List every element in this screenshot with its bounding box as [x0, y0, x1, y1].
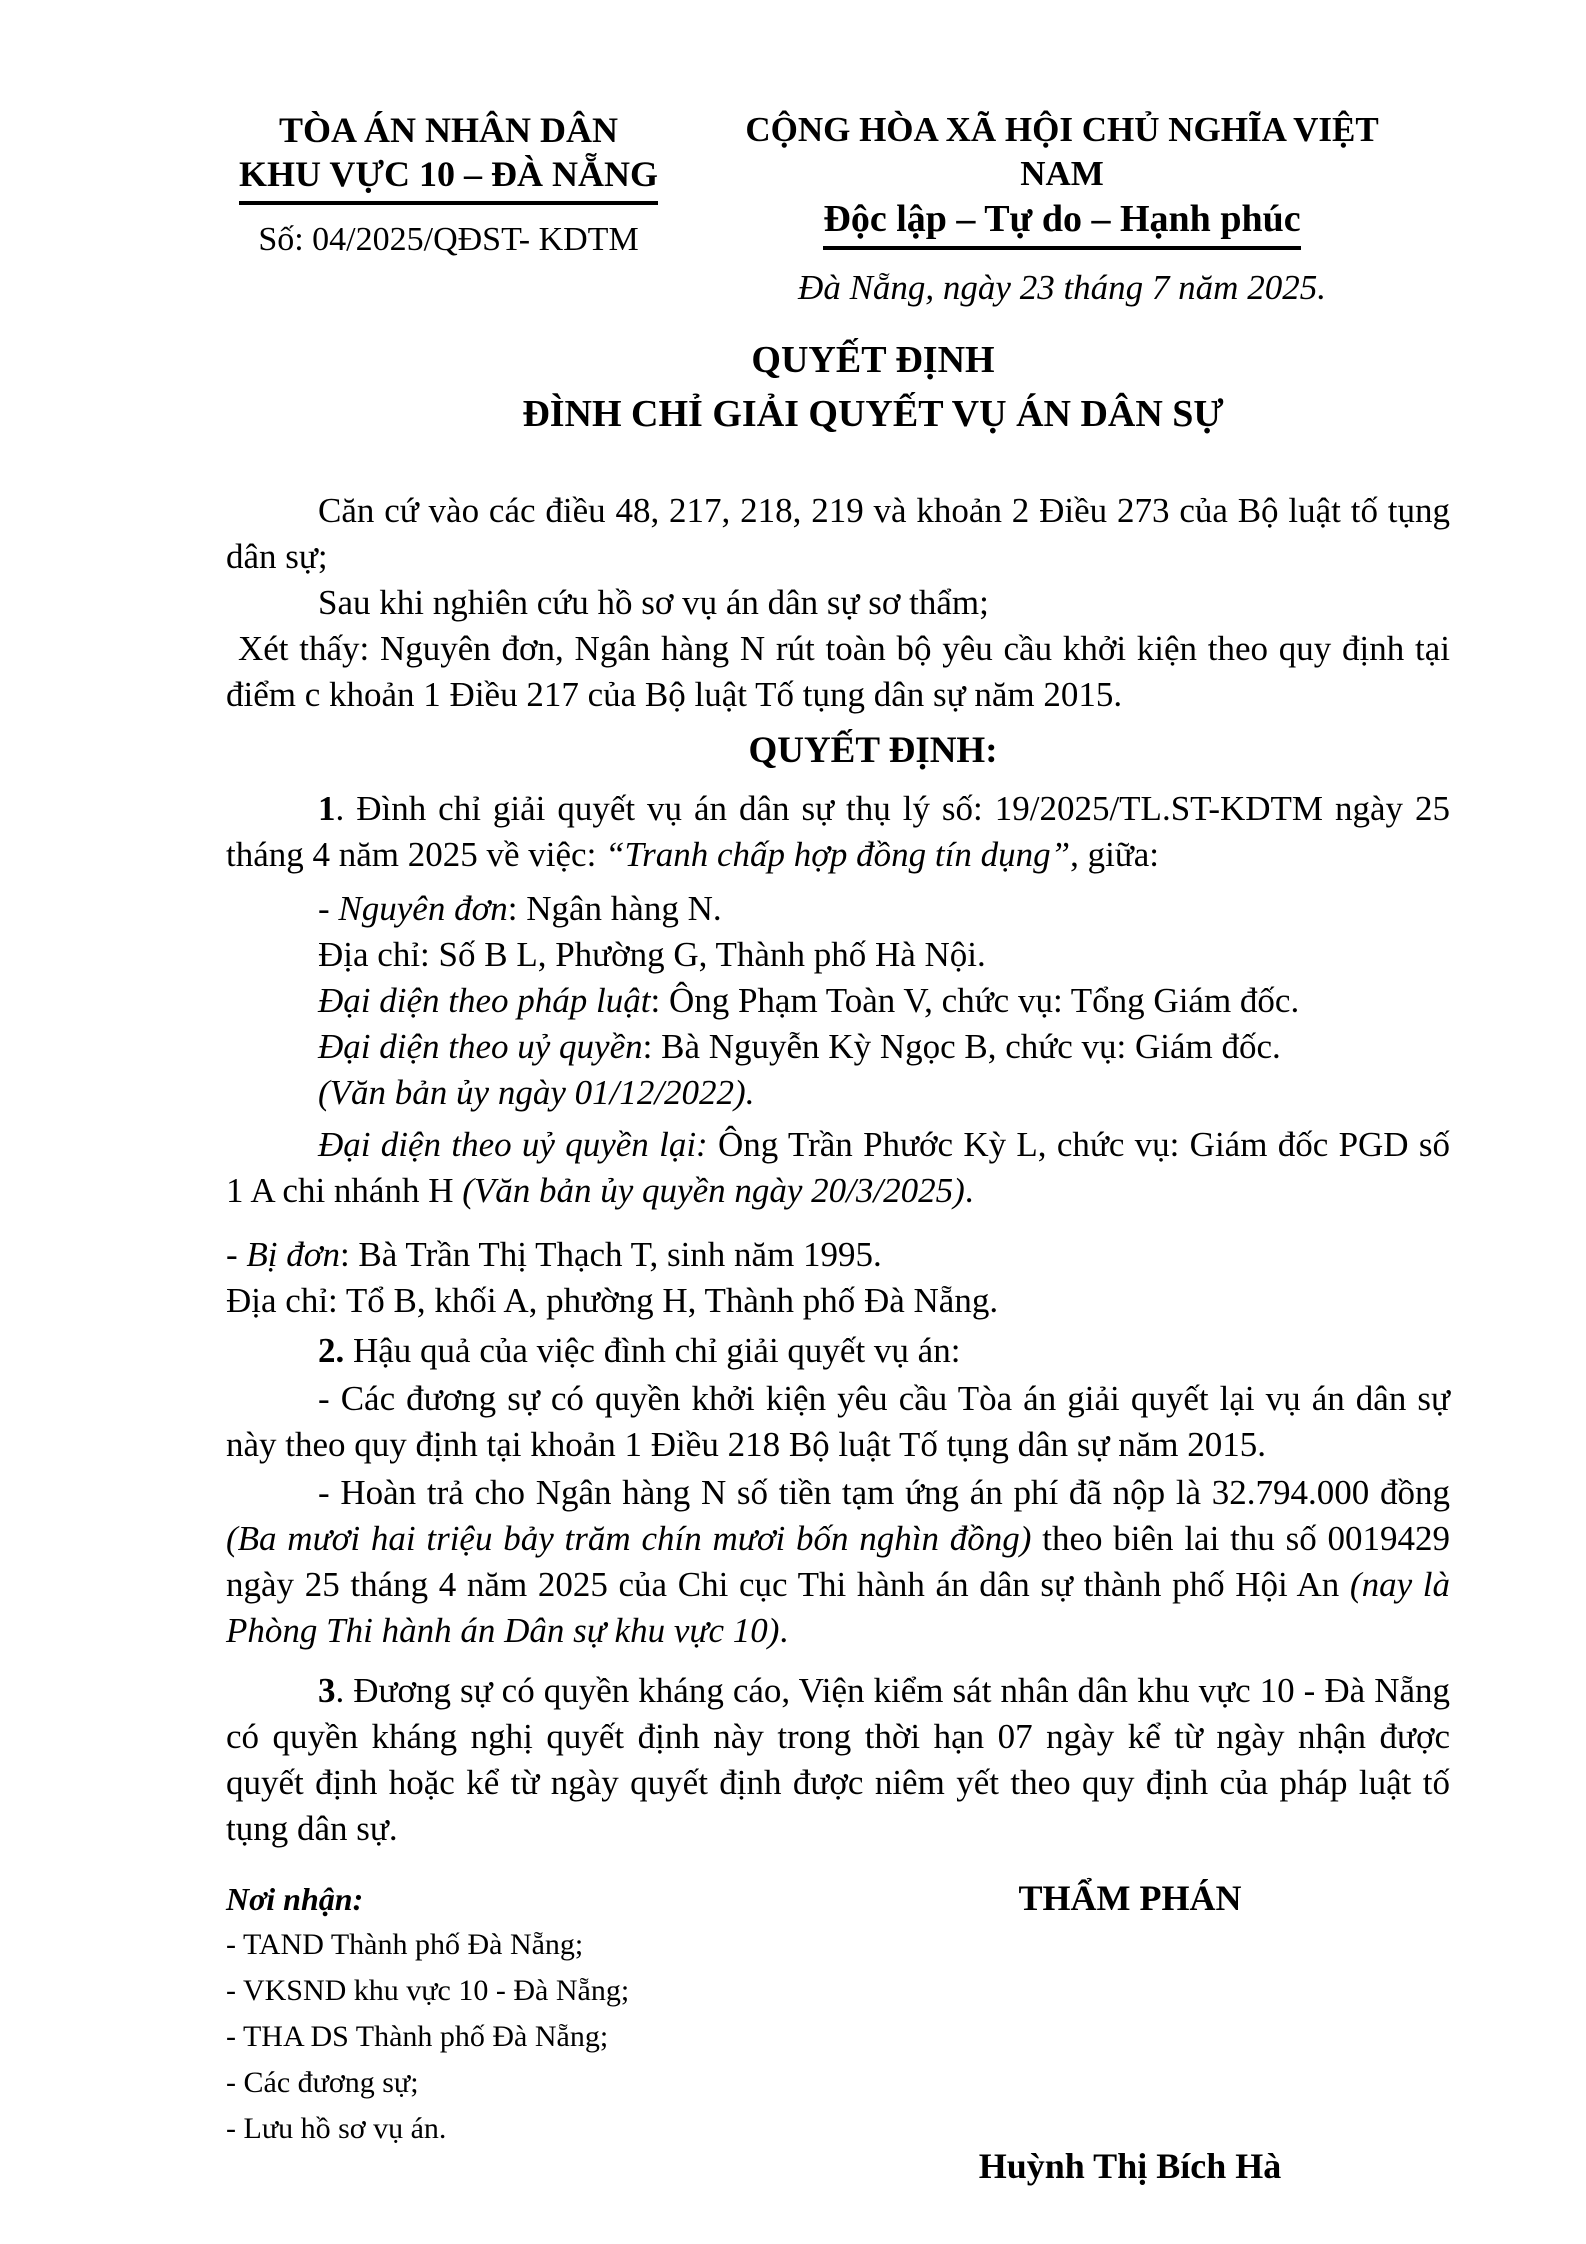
defendant-block	[226, 1232, 1450, 1324]
paragraph-decision-2-heading: 2. Hậu quả của việc đình chỉ giải quyết vụ án:	[318, 1331, 961, 1370]
paragraph-fee-refund: - Hoàn trả cho Ngân hàng N số tiền tạm ứng án phí đã nộp là 32.794.000 đồng (Ba mươi hai triệu bảy trăm chín mươi bốn nghìn đồng) theo biên lai thu số 0019429 ngày 25 tháng 4 năm 2025 của Chi cục Thi hành án dân sự thành phố Hội An (nay là Phòng Thi hành án Dân sự khu vực 10).	[226, 1473, 1450, 1650]
recipient-item: - Các đương sự;	[226, 2066, 419, 2099]
legal-representative-line: Đại diện theo pháp luật: Ông Phạm Toàn V, chức vụ: Tổng Giám đốc.	[318, 981, 1300, 1020]
signature-block	[850, 1876, 1410, 2188]
paragraph-after-review: Sau khi nghiên cứu hồ sơ vụ án dân sự sơ thẩm;	[318, 583, 989, 622]
document-footer	[226, 1876, 1450, 2188]
title-line2: ĐÌNH CHỈ GIẢI QUYẾT VỤ ÁN DÂN SỰ	[522, 393, 1224, 435]
plaintiff-line: - Nguyên đơn: Ngân hàng N.	[318, 889, 722, 928]
plaintiff-address-line: Địa chỉ: Số B L, Phường G, Thành phố Hà Nội.	[318, 935, 986, 974]
document-number: Số: 04/2025/QĐST- KDTM	[258, 221, 639, 258]
sub-authorized-representative-paragraph: Đại diện theo uỷ quyền lại: Ông Trần Phước Kỳ L, chức vụ: Giám đốc PGD số 1 A chi nhánh H (Văn bản ủy quyền ngày 20/3/2025).	[226, 1125, 1450, 1210]
document-title	[261, 337, 1485, 437]
recipient-item: - THA DS Thành phố Đà Nẵng;	[226, 2020, 609, 2053]
paragraph-right-to-refile: - Các đương sự có quyền khởi kiện yêu cầu Tòa án giải quyết lại vụ án dân sự này theo quy định tại khoản 1 Điều 218 Bộ luật Tố tụng dân sự năm 2015.	[226, 1379, 1450, 1464]
national-motto-block	[722, 108, 1402, 310]
authorization-document-line: (Văn bản ủy ngày 01/12/2022).	[318, 1073, 755, 1112]
recipient-item: - Lưu hồ sơ vụ án.	[226, 2112, 447, 2145]
recipients-list	[226, 1922, 850, 2152]
recipient-item: - VKSND khu vực 10 - Đà Nẵng;	[226, 1974, 630, 2007]
paragraph-legal-basis: Căn cứ vào các điều 48, 217, 218, 219 và khoản 2 Điều 273 của Bộ luật tố tụng dân sự;	[226, 491, 1450, 576]
plaintiff-block	[318, 886, 1450, 1116]
document-header	[226, 108, 1450, 310]
national-title: CỘNG HÒA XÃ HỘI CHỦ NGHĨA VIỆT NAM	[745, 110, 1379, 193]
recipients-block	[226, 1876, 850, 2188]
authorized-representative-line: Đại diện theo uỷ quyền: Bà Nguyễn Kỳ Ngọc B, chức vụ: Giám đốc.	[318, 1027, 1281, 1066]
court-name-line2: KHU VỰC 10 – ĐÀ NẴNG	[239, 152, 658, 205]
judge-name: Huỳnh Thị Bích Hà	[978, 2146, 1282, 2186]
case-subject-italic: “Tranh chấp hợp đồng tín dụng”	[605, 835, 1071, 874]
national-motto: Độc lập – Tự do – Hạnh phúc	[823, 196, 1300, 250]
title-line1: QUYẾT ĐỊNH	[751, 339, 995, 381]
paragraph-decision-3-appeal: 3. Đương sự có quyền kháng cáo, Viện kiểm sát nhân dân khu vực 10 - Đà Nẵng có quyền kháng nghị quyết định này trong thời hạn 07 ngày kể từ ngày nhận được quyết định hoặc kể từ ngày quyết định được niêm yết theo quy định của pháp luật tố tụng dân sự.	[226, 1671, 1450, 1848]
recipients-label: Nơi nhận:	[226, 1881, 364, 1917]
section-heading-decision: QUYẾT ĐỊNH:	[748, 730, 998, 771]
issuing-court-block	[226, 108, 671, 310]
paragraph-findings: Xét thấy: Nguyên đơn, Ngân hàng N rút toàn bộ yêu cầu khởi kiện theo quy định tại điểm c khoản 1 Điều 217 của Bộ luật Tố tụng dân sự năm 2015.	[226, 629, 1450, 714]
court-name-line1: TÒA ÁN NHÂN DÂN	[278, 110, 618, 150]
defendant-address-line: Địa chỉ: Tổ B, khối A, phường H, Thành phố Đà Nẵng.	[226, 1281, 999, 1320]
defendant-line: - Bị đơn: Bà Trần Thị Thạch T, sinh năm 1995.	[226, 1235, 882, 1274]
paragraph-decision-1: 1. Đình chỉ giải quyết vụ án dân sự thụ lý số: 19/2025/TL.ST-KDTM ngày 25 tháng 4 năm 2025 về việc: “Tranh chấp hợp đồng tín dụng”, giữa:	[226, 789, 1450, 874]
place-date-line: Đà Nẵng, ngày 23 tháng 7 năm 2025.	[798, 268, 1326, 307]
judge-title: THẨM PHÁN	[1018, 1878, 1242, 1918]
recipient-item: - TAND Thành phố Đà Nẵng;	[226, 1928, 584, 1961]
